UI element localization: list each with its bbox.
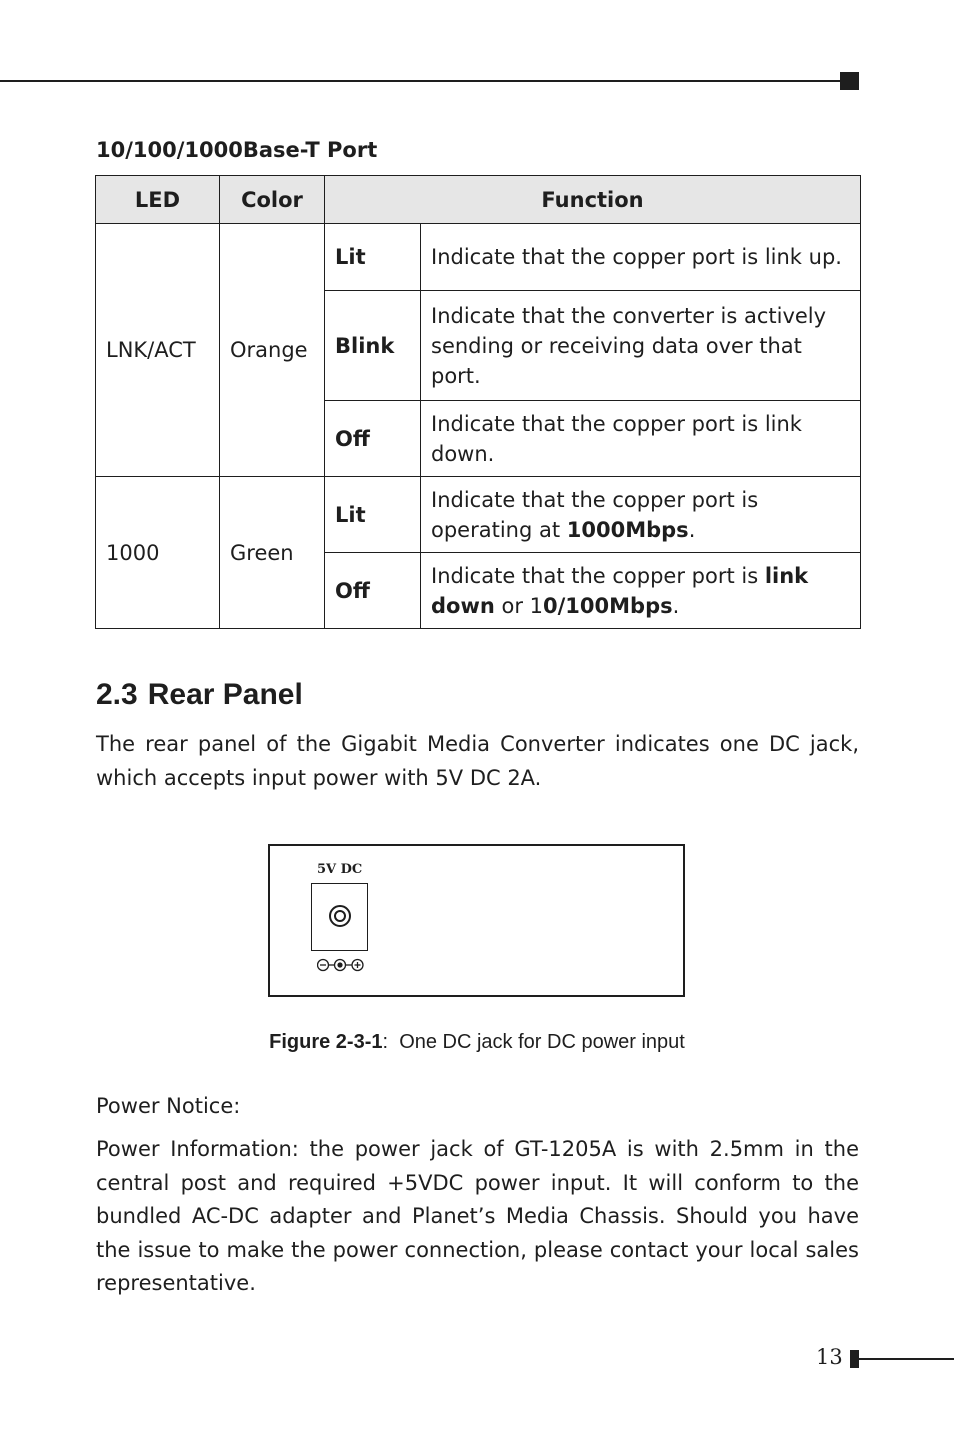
section-intro: The rear panel of the Gigabit Media Converter indicates one DC jack, which accepts input power with 5V DC 2A. xyxy=(96,732,859,790)
led-name-cell: LNK/ACT xyxy=(96,224,220,477)
led-name-cell: 1000 xyxy=(96,477,220,629)
led-function-table xyxy=(95,175,861,629)
header-function: Function xyxy=(325,176,861,224)
led-color-cell: Orange xyxy=(220,224,325,477)
function-text: Indicate that the copper port is operating at xyxy=(431,487,759,542)
figure-caption-sep: : xyxy=(382,1031,389,1053)
led-state-cell: Lit xyxy=(325,477,421,553)
header-square-mark xyxy=(840,72,859,90)
function-text: . xyxy=(672,593,680,618)
led-state-cell: Off xyxy=(325,553,421,629)
section-title: Rear Panel xyxy=(147,678,303,711)
led-state-cell: Blink xyxy=(325,291,421,401)
function-text: Indicate that the copper port is xyxy=(431,563,765,588)
led-function-cell: Indicate that the copper port is link down. xyxy=(421,401,861,477)
function-text-bold: 1000Mbps xyxy=(566,517,689,542)
power-notice-body: Power Information: the power jack of GT-1205A is with 2.5mm in the central post and required +5VDC power input. It will conform to the bundled AC-DC adapter and Planet’s Media Chassis. Should you have the issue to make the power connection, please contact your local sales representative. xyxy=(96,1137,859,1295)
figure-number: Figure 2-3-1 xyxy=(269,1031,383,1053)
function-text: or 1 xyxy=(494,593,544,618)
function-text: . xyxy=(688,517,696,542)
function-text-bold: link down xyxy=(431,563,809,618)
led-function-cell xyxy=(421,477,861,553)
led-state-cell: Off xyxy=(325,401,421,477)
led-color-cell: Green xyxy=(220,477,325,629)
section-number: 2.3 xyxy=(96,678,138,711)
header-rule xyxy=(0,80,842,82)
page-number: 13 xyxy=(816,1345,843,1369)
header-led: LED xyxy=(96,176,220,224)
header-color: Color xyxy=(220,176,325,224)
table-header-row xyxy=(96,176,861,224)
dc-jack-icon xyxy=(328,904,352,928)
section-heading xyxy=(96,678,303,712)
figure-caption-text: One DC jack for DC power input xyxy=(399,1031,685,1053)
footer-mark xyxy=(850,1350,859,1368)
table-title: 10/100/1000Base-T Port xyxy=(96,138,378,162)
table-row xyxy=(96,224,861,291)
led-state-cell: Lit xyxy=(325,224,421,291)
table-row xyxy=(96,477,861,553)
led-function-cell: Indicate that the converter is actively sending or receiving data over that port. xyxy=(421,291,861,401)
footer-rule xyxy=(859,1358,954,1360)
figure-caption xyxy=(0,1031,954,1054)
power-notice-label: Power Notice: xyxy=(96,1094,241,1118)
led-function-cell: Indicate that the copper port is link up. xyxy=(421,224,861,291)
function-text-bold: 0/100Mbps xyxy=(543,593,673,618)
led-function-cell xyxy=(421,553,861,629)
jack-label: 5V DC xyxy=(317,862,363,877)
rear-panel-figure xyxy=(268,844,685,997)
dc-polarity-icon xyxy=(317,958,365,972)
dc-jack xyxy=(311,883,368,951)
